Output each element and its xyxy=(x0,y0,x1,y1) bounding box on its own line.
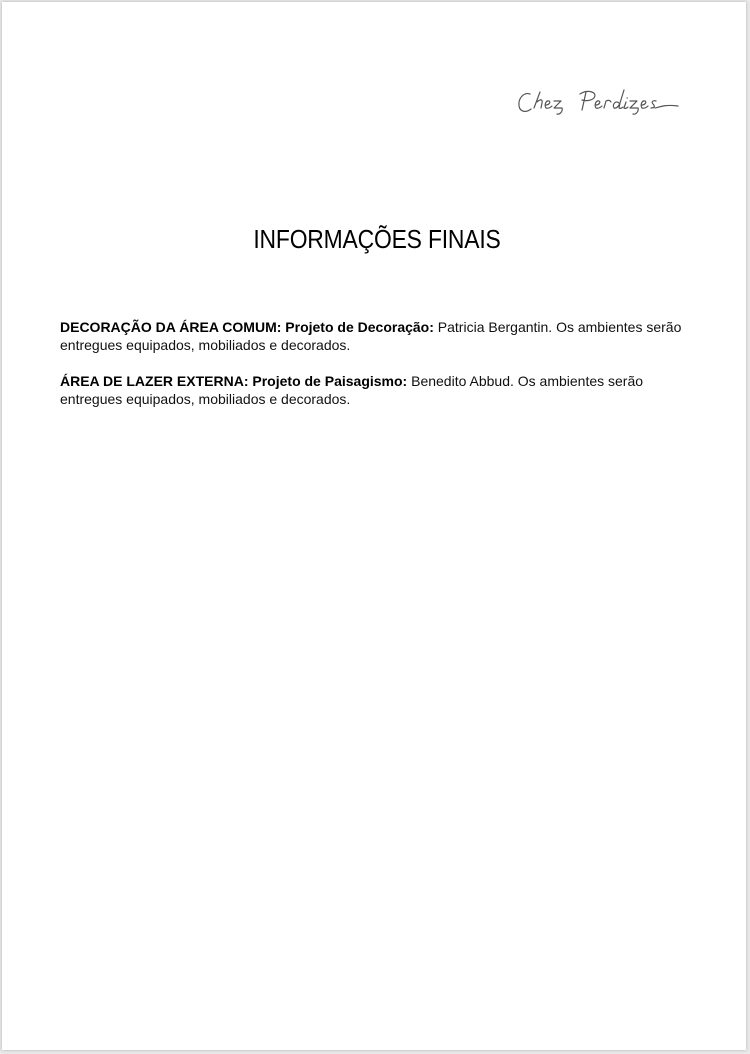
paragraph-lazer xyxy=(60,372,700,408)
paragraph-text: Benedito Abbud. Os ambientes serão entregues equipados, mobiliados e decorados. xyxy=(60,373,644,407)
paragraph-heading: ÁREA DE LAZER EXTERNA: xyxy=(60,373,249,389)
page-title: INFORMAÇÕES FINAIS xyxy=(253,224,501,254)
paragraph-heading: DECORAÇÃO DA ÁREA COMUM: xyxy=(60,319,282,335)
paragraph-decoracao xyxy=(60,318,700,354)
chez-perdizes-logo xyxy=(516,86,686,120)
paragraph-text: Patricia Bergantin. Os ambientes serão entregues equipados, mobiliados e decorados. xyxy=(60,319,682,353)
document-page xyxy=(2,2,746,1050)
paragraph-subheading: Projeto de Paisagismo: xyxy=(252,373,408,389)
paragraph-subheading: Projeto de Decoração: xyxy=(285,319,434,335)
